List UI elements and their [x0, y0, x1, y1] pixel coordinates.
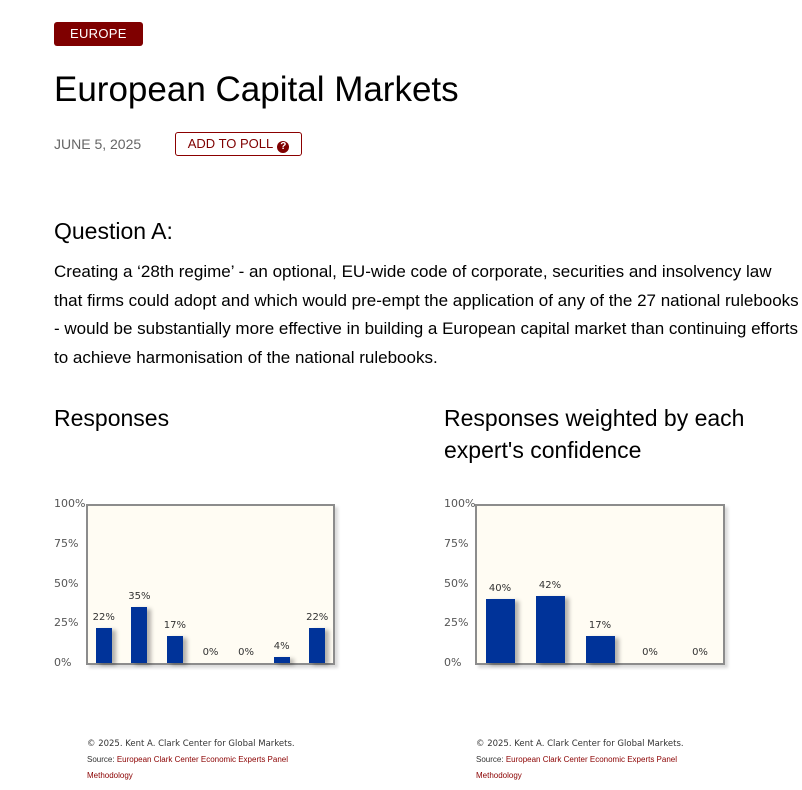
source-right: [476, 755, 677, 764]
responses-heading: Responses: [54, 405, 170, 431]
page-title: European Capital Markets: [54, 70, 459, 109]
y-tick-label: 100%: [444, 497, 476, 510]
y-tick-label: 0%: [444, 656, 462, 669]
weighted-heading-line2: expert's confidence: [444, 437, 642, 463]
help-icon: ?: [277, 141, 289, 153]
y-tick-label: 75%: [444, 536, 469, 550]
y-tick-label: 50%: [54, 576, 79, 590]
y-tick-label: 50%: [444, 576, 469, 590]
question-title: Question A:: [54, 218, 173, 244]
bar-value-label: 22%: [92, 612, 115, 624]
source-label: Source:: [476, 755, 504, 764]
bar: [96, 628, 112, 663]
bar: [536, 596, 565, 663]
weighted-heading-line1: Responses weighted by each: [444, 405, 745, 431]
methodology-link-left[interactable]: Methodology: [87, 771, 133, 780]
bar-value-label: 0%: [692, 647, 708, 658]
source-link[interactable]: European Clark Center Economic Experts Panel: [116, 755, 289, 764]
bar-value-label: 17%: [163, 619, 187, 631]
add-to-poll-button[interactable]: [175, 132, 302, 156]
bar-value-label: 22%: [306, 612, 329, 624]
source-left: [87, 755, 288, 764]
y-tick-label: 0%: [54, 656, 72, 669]
bar-value-label: 40%: [488, 583, 512, 595]
bar: [486, 599, 515, 663]
y-tick-label: 100%: [54, 497, 86, 510]
bar-value-label: 4%: [273, 640, 290, 652]
copyright-right: © 2025. Kent A. Clark Center for Global Markets.: [476, 739, 684, 749]
y-tick-label: 25%: [444, 616, 469, 630]
source-link[interactable]: European Clark Center Economic Experts Panel: [505, 755, 678, 764]
bar-value-label: 0%: [642, 647, 658, 658]
bar-value-label: 35%: [128, 591, 151, 603]
methodology-link-right[interactable]: Methodology: [476, 771, 522, 780]
bar: [167, 636, 183, 663]
y-tick-label: 75%: [54, 536, 79, 550]
bar-value-label: 0%: [202, 647, 219, 658]
bar: [274, 657, 290, 663]
weighted-responses-heading: [444, 402, 744, 466]
add-to-poll-label: ADD TO POLL: [187, 136, 274, 151]
bar: [586, 636, 615, 663]
bar-value-label: 42%: [538, 580, 562, 592]
bar-value-label: 17%: [588, 619, 612, 631]
publish-date: JUNE 5, 2025: [54, 136, 142, 152]
category-tag[interactable]: EUROPE: [54, 22, 143, 46]
copyright-left: © 2025. Kent A. Clark Center for Global Markets.: [87, 739, 295, 749]
bar: [309, 628, 325, 663]
source-label: Source:: [87, 755, 115, 764]
bar: [131, 607, 147, 663]
y-tick-label: 25%: [54, 616, 79, 630]
bar-value-label: 0%: [238, 647, 254, 658]
question-text: Creating a ‘28th regime’ - an optional, EU-wide code of corporate, securities and insolvency law that firms could adopt and which would pre-empt the application of any of the 27 national rulebooks - would be substantially more effective in building a European capital market than continuing efforts to achieve harmonisation of the national rulebooks.: [54, 262, 799, 367]
